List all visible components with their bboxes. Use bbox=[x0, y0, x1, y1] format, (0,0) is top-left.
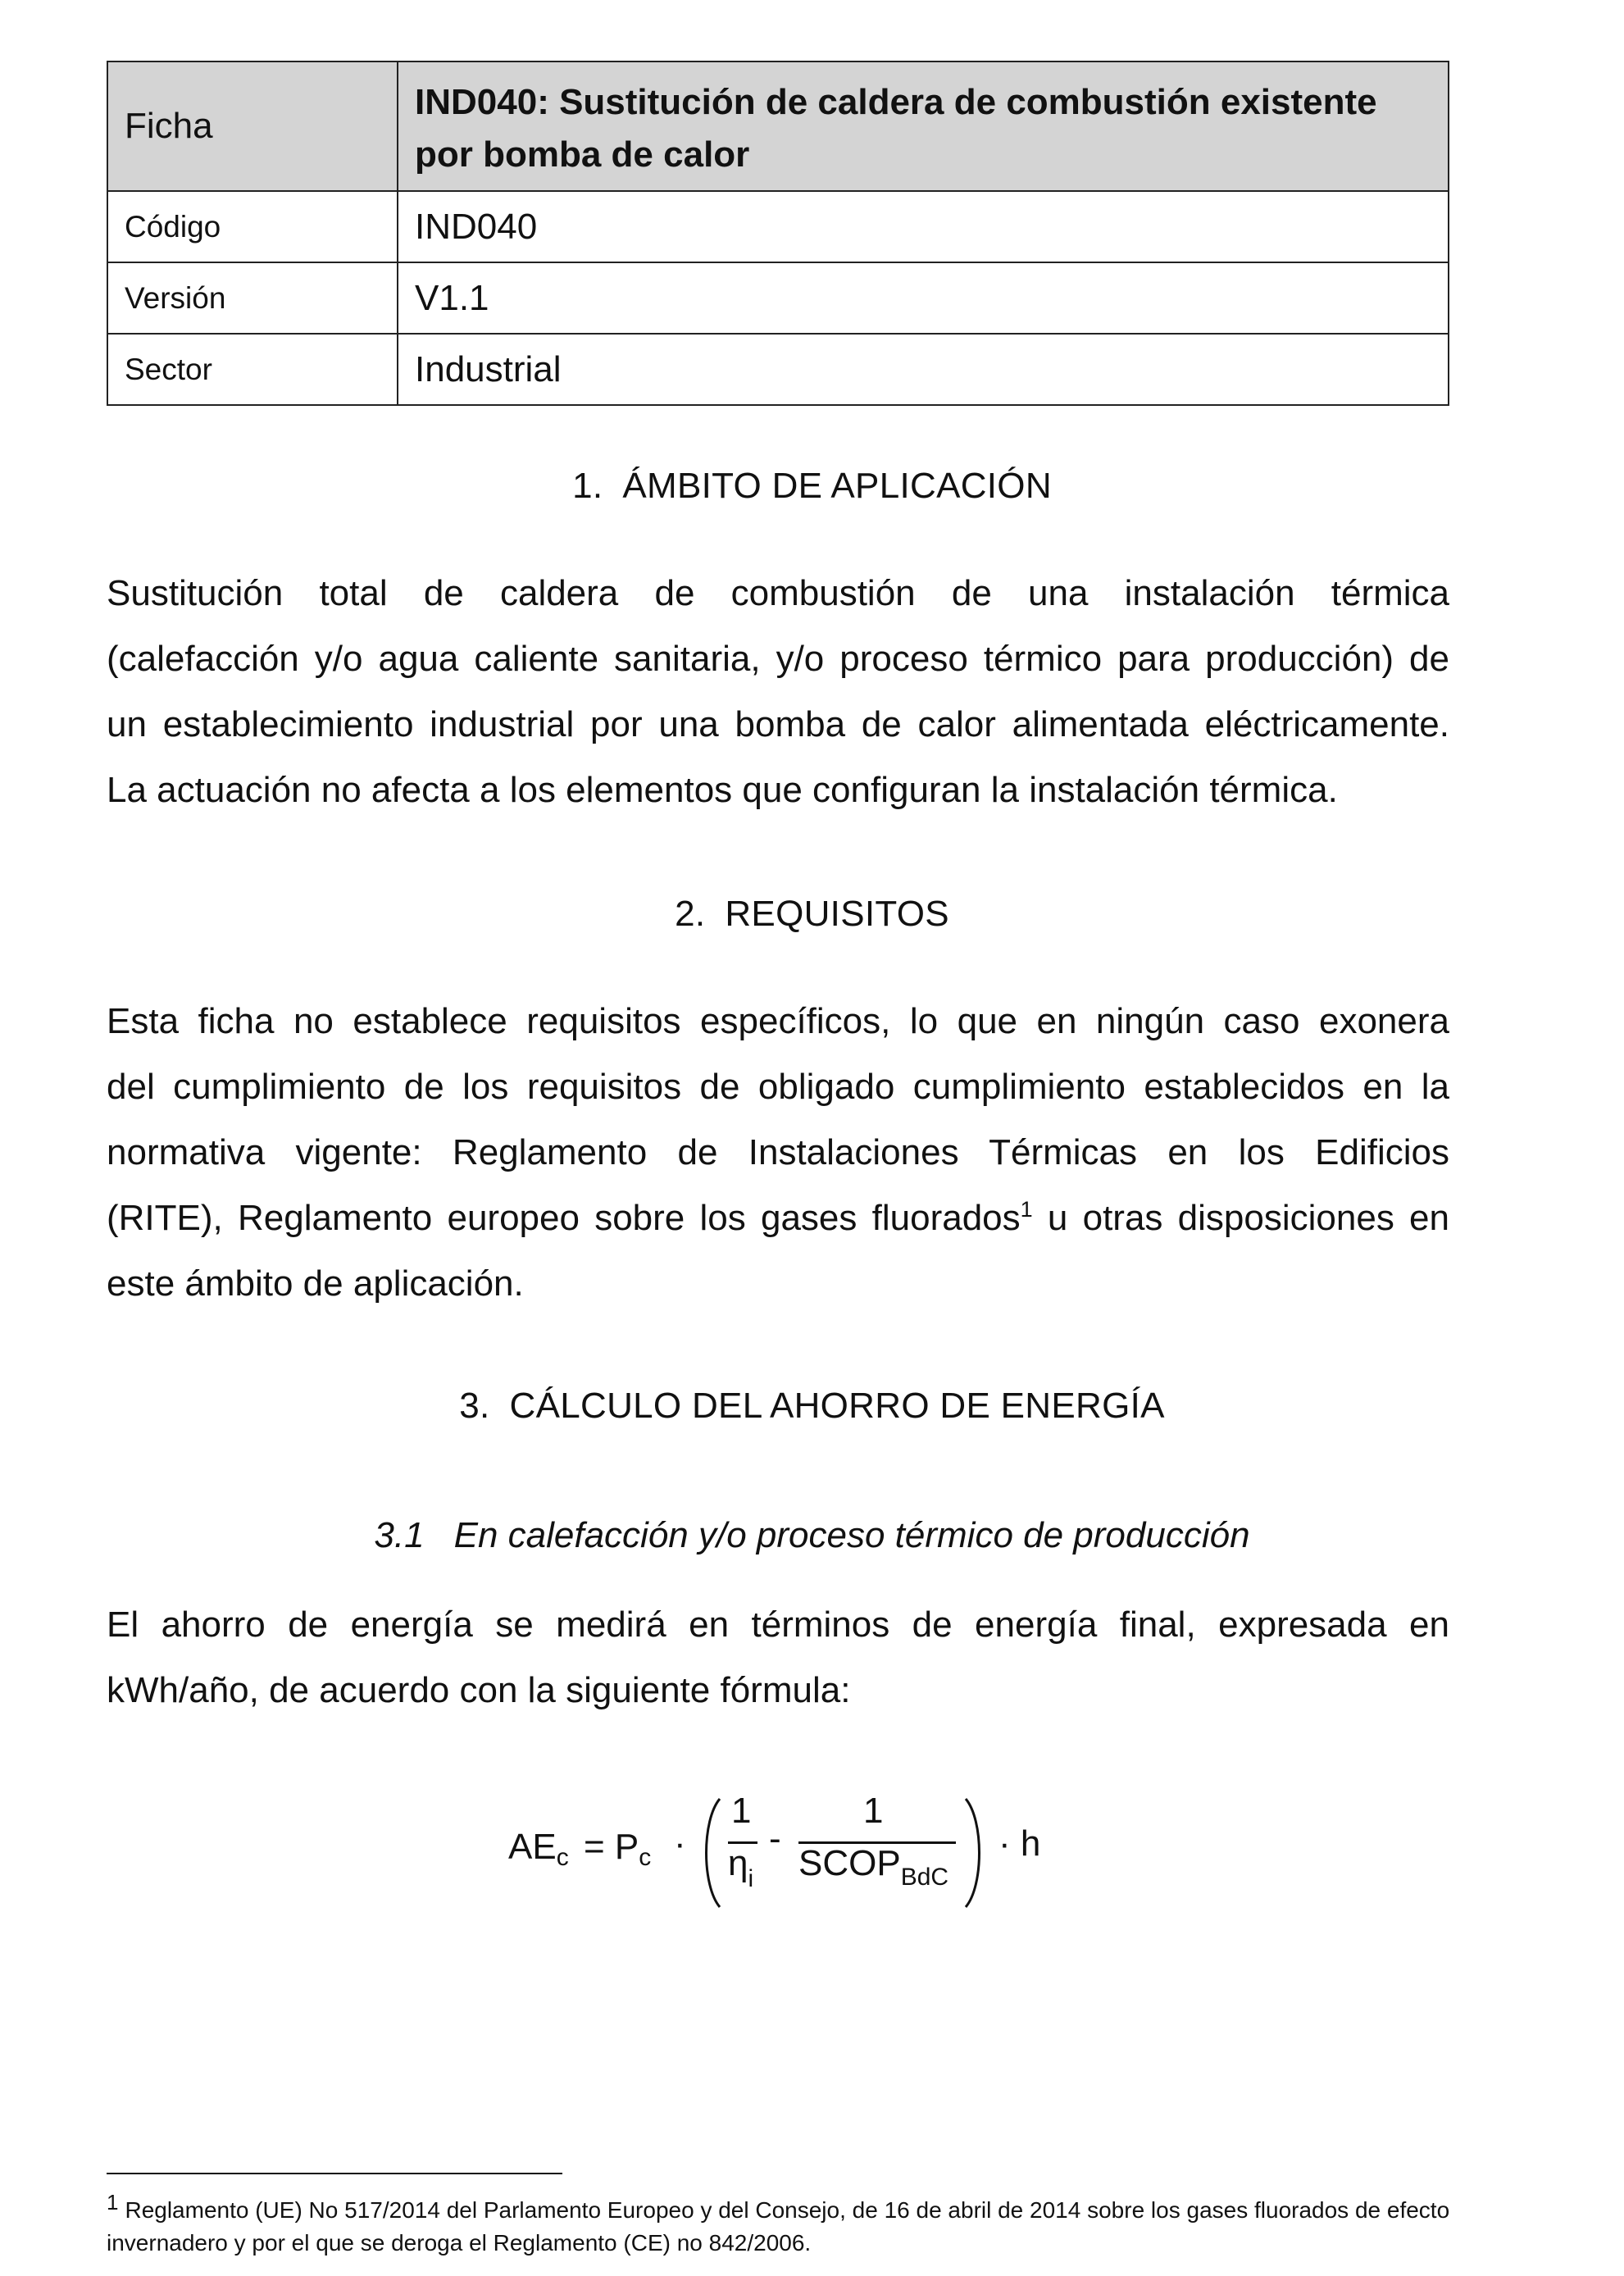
paragraph-line bbox=[107, 1186, 1449, 1251]
footnote-marker: 1 bbox=[107, 2190, 119, 2215]
version-value: V1.1 bbox=[398, 262, 1449, 334]
ficha-title: IND040: Sustitución de caldera de combustión existente por bomba de calor bbox=[398, 61, 1449, 191]
section-number: 1. bbox=[572, 466, 603, 506]
formula-lhs-subscript: c bbox=[556, 1844, 569, 1871]
left-paren-icon bbox=[700, 1796, 725, 1910]
fraction2-numerator: 1 bbox=[863, 1791, 884, 1831]
codigo-label: Código bbox=[107, 191, 398, 262]
section-number: 3. bbox=[459, 1386, 490, 1426]
sector-value: Industrial bbox=[398, 334, 1449, 405]
fraction2-denominator: $SCOP_{BdC}$ bbox=[798, 1843, 949, 1891]
formula-power: = $P_c$ bbox=[584, 1827, 652, 1871]
section-title: ÁMBITO DE APLICACIÓN bbox=[622, 466, 1052, 506]
fraction1-denominator-subscript: i bbox=[748, 1865, 754, 1892]
ficha-header-row bbox=[107, 61, 1449, 191]
subsection-number: 3.1 bbox=[374, 1515, 425, 1555]
fraction1-numerator: 1 bbox=[731, 1791, 752, 1831]
section-3-heading bbox=[0, 1386, 1624, 1427]
formula-minus: - bbox=[769, 1819, 781, 1859]
section-2-paragraph bbox=[107, 989, 1449, 1317]
footnote bbox=[107, 2190, 1467, 2260]
ficha-label: Ficha bbox=[107, 61, 398, 191]
sector-label: Sector bbox=[107, 334, 398, 405]
formula-power-subscript: c bbox=[639, 1844, 652, 1871]
paragraph-line: del cumplimiento de los requisitos de obligado cumplimiento establecidos en la bbox=[107, 1067, 1449, 1107]
paragraph-line: El ahorro de energía se medirá en términos de energía final, expresada en bbox=[107, 1605, 1449, 1645]
energy-savings-formula bbox=[508, 1791, 1164, 1910]
section-3-paragraph bbox=[107, 1592, 1449, 1723]
paragraph-line: Esta ficha no establece requisitos específicos, lo que en ningún caso exonera bbox=[107, 1001, 1449, 1041]
section-2-heading bbox=[0, 894, 1624, 935]
line-text: u otras disposiciones en bbox=[1032, 1198, 1450, 1238]
line-text: (RITE), Reglamento europeo sobre los gases fluorados bbox=[107, 1198, 1021, 1238]
paragraph-line: normativa vigente: Reglamento de Instalaciones Térmicas en los Edificios bbox=[107, 1132, 1449, 1172]
paragraph-line: (calefacción y/o agua caliente sanitaria, y/o proceso térmico para producción) de bbox=[107, 639, 1449, 679]
section-title: REQUISITOS bbox=[725, 894, 949, 934]
codigo-value: IND040 bbox=[398, 191, 1449, 262]
right-paren-icon bbox=[961, 1796, 985, 1910]
footnote-text: Reglamento (UE) No 517/2014 del Parlamento Europeo y del Consejo, de 16 de abril de 2014 sobre los gases fluorados de efecto invernadero y por el que se deroga el Reglamento (CE) no 842/2006. bbox=[107, 2197, 1450, 2256]
fraction2-denominator-subscript: BdC bbox=[900, 1864, 949, 1891]
paragraph-line: un establecimiento industrial por una bomba de calor alimentada eléctricamente. bbox=[107, 704, 1449, 744]
formula-lhs: $AE_c$ bbox=[508, 1827, 569, 1871]
version-label: Versión bbox=[107, 262, 398, 334]
subsection-title: En calefacción y/o proceso térmico de producción bbox=[453, 1515, 1250, 1555]
table-row bbox=[107, 334, 1449, 405]
paragraph-line: kWh/año, de acuerdo con la siguiente fórmula: bbox=[107, 1670, 851, 1710]
section-title: CÁLCULO DEL AHORRO DE ENERGÍA bbox=[509, 1386, 1165, 1426]
table-row bbox=[107, 191, 1449, 262]
table-row bbox=[107, 262, 1449, 334]
fraction1-denominator: $\eta_i$ bbox=[728, 1843, 754, 1892]
subsection-3-1-heading bbox=[0, 1515, 1624, 1556]
paragraph-line: este ámbito de aplicación. bbox=[107, 1263, 524, 1304]
formula-dot: · bbox=[674, 1823, 686, 1864]
section-number: 2. bbox=[675, 894, 706, 934]
section-1-heading bbox=[0, 466, 1624, 507]
paragraph-line: Sustitución total de caldera de combustión de una instalación térmica bbox=[107, 573, 1449, 613]
section-1-paragraph bbox=[107, 561, 1449, 823]
ficha-table bbox=[107, 61, 1449, 406]
formula-hours: · h bbox=[999, 1823, 1041, 1864]
footnote-separator bbox=[107, 2173, 562, 2174]
paragraph-line: La actuación no afecta a los elementos que configuran la instalación térmica. bbox=[107, 770, 1338, 810]
footnote-ref[interactable]: 1 bbox=[1020, 1197, 1033, 1222]
